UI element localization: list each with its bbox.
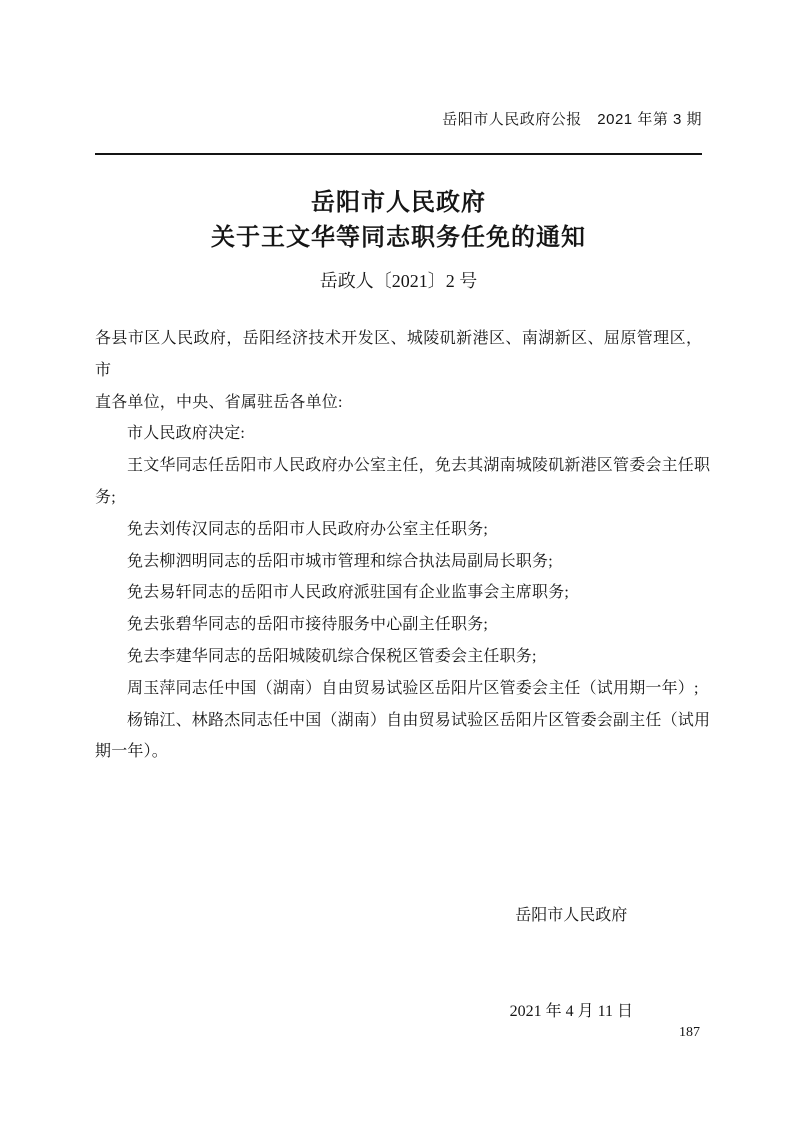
body-line: 各县市区人民政府，岳阳经济技术开发区、城陵矶新港区、南湖新区、屈原管理区，市 xyxy=(95,330,702,379)
signature-block xyxy=(510,836,633,1092)
body-line: 杨锦江、林路杰同志任中国（湖南）自由贸易试验区岳阳片区管委会副主任（试用 xyxy=(127,711,711,729)
doc-number: 岳政人〔2021〕2 号 xyxy=(319,271,478,291)
body-line: 免去刘传汉同志的岳阳市人民政府办公室主任职务; xyxy=(127,520,489,538)
document-body xyxy=(95,323,711,768)
page-header xyxy=(95,93,702,147)
body-line: 市人民政府决定: xyxy=(127,425,246,443)
signature-name: 岳阳市人民政府 xyxy=(515,907,628,925)
body-line: 务; xyxy=(95,488,116,506)
signature-date: 2021 年 4 月 11 日 xyxy=(509,1003,633,1021)
title-line-2: 关于王文华等同志职务任免的通知 xyxy=(211,225,586,251)
body-line: 王文华同志任岳阳市人民政府办公室主任，免去其湖南城陵矶新港区管委会主任职 xyxy=(127,457,711,475)
body-line: 直各单位，中央、省属驻岳各单位: xyxy=(95,393,343,411)
gazette-header-text: 岳阳市人民政府公报 2021 年第 3 期 xyxy=(442,111,702,128)
body-line: 免去柳泗明同志的岳阳市城市管理和综合执法局副局长职务; xyxy=(127,552,553,570)
body-line: 免去李建华同志的岳阳城陵矶综合保税区管委会主任职务; xyxy=(127,647,537,665)
body-line: 免去易轩同志的岳阳市人民政府派驻国有企业监事会主席职务; xyxy=(127,584,570,602)
body-line: 免去张碧华同志的岳阳市接待服务中心副主任职务; xyxy=(127,616,489,634)
document-title xyxy=(95,186,702,256)
body-line: 周玉萍同志任中国（湖南）自由贸易试验区岳阳片区管委会主任（试用期一年）; xyxy=(127,679,699,697)
page-number: 187 xyxy=(679,1025,700,1040)
body-line: 期一年）。 xyxy=(95,743,169,761)
title-line-1: 岳阳市人民政府 xyxy=(311,190,486,216)
header-rule xyxy=(95,153,702,155)
